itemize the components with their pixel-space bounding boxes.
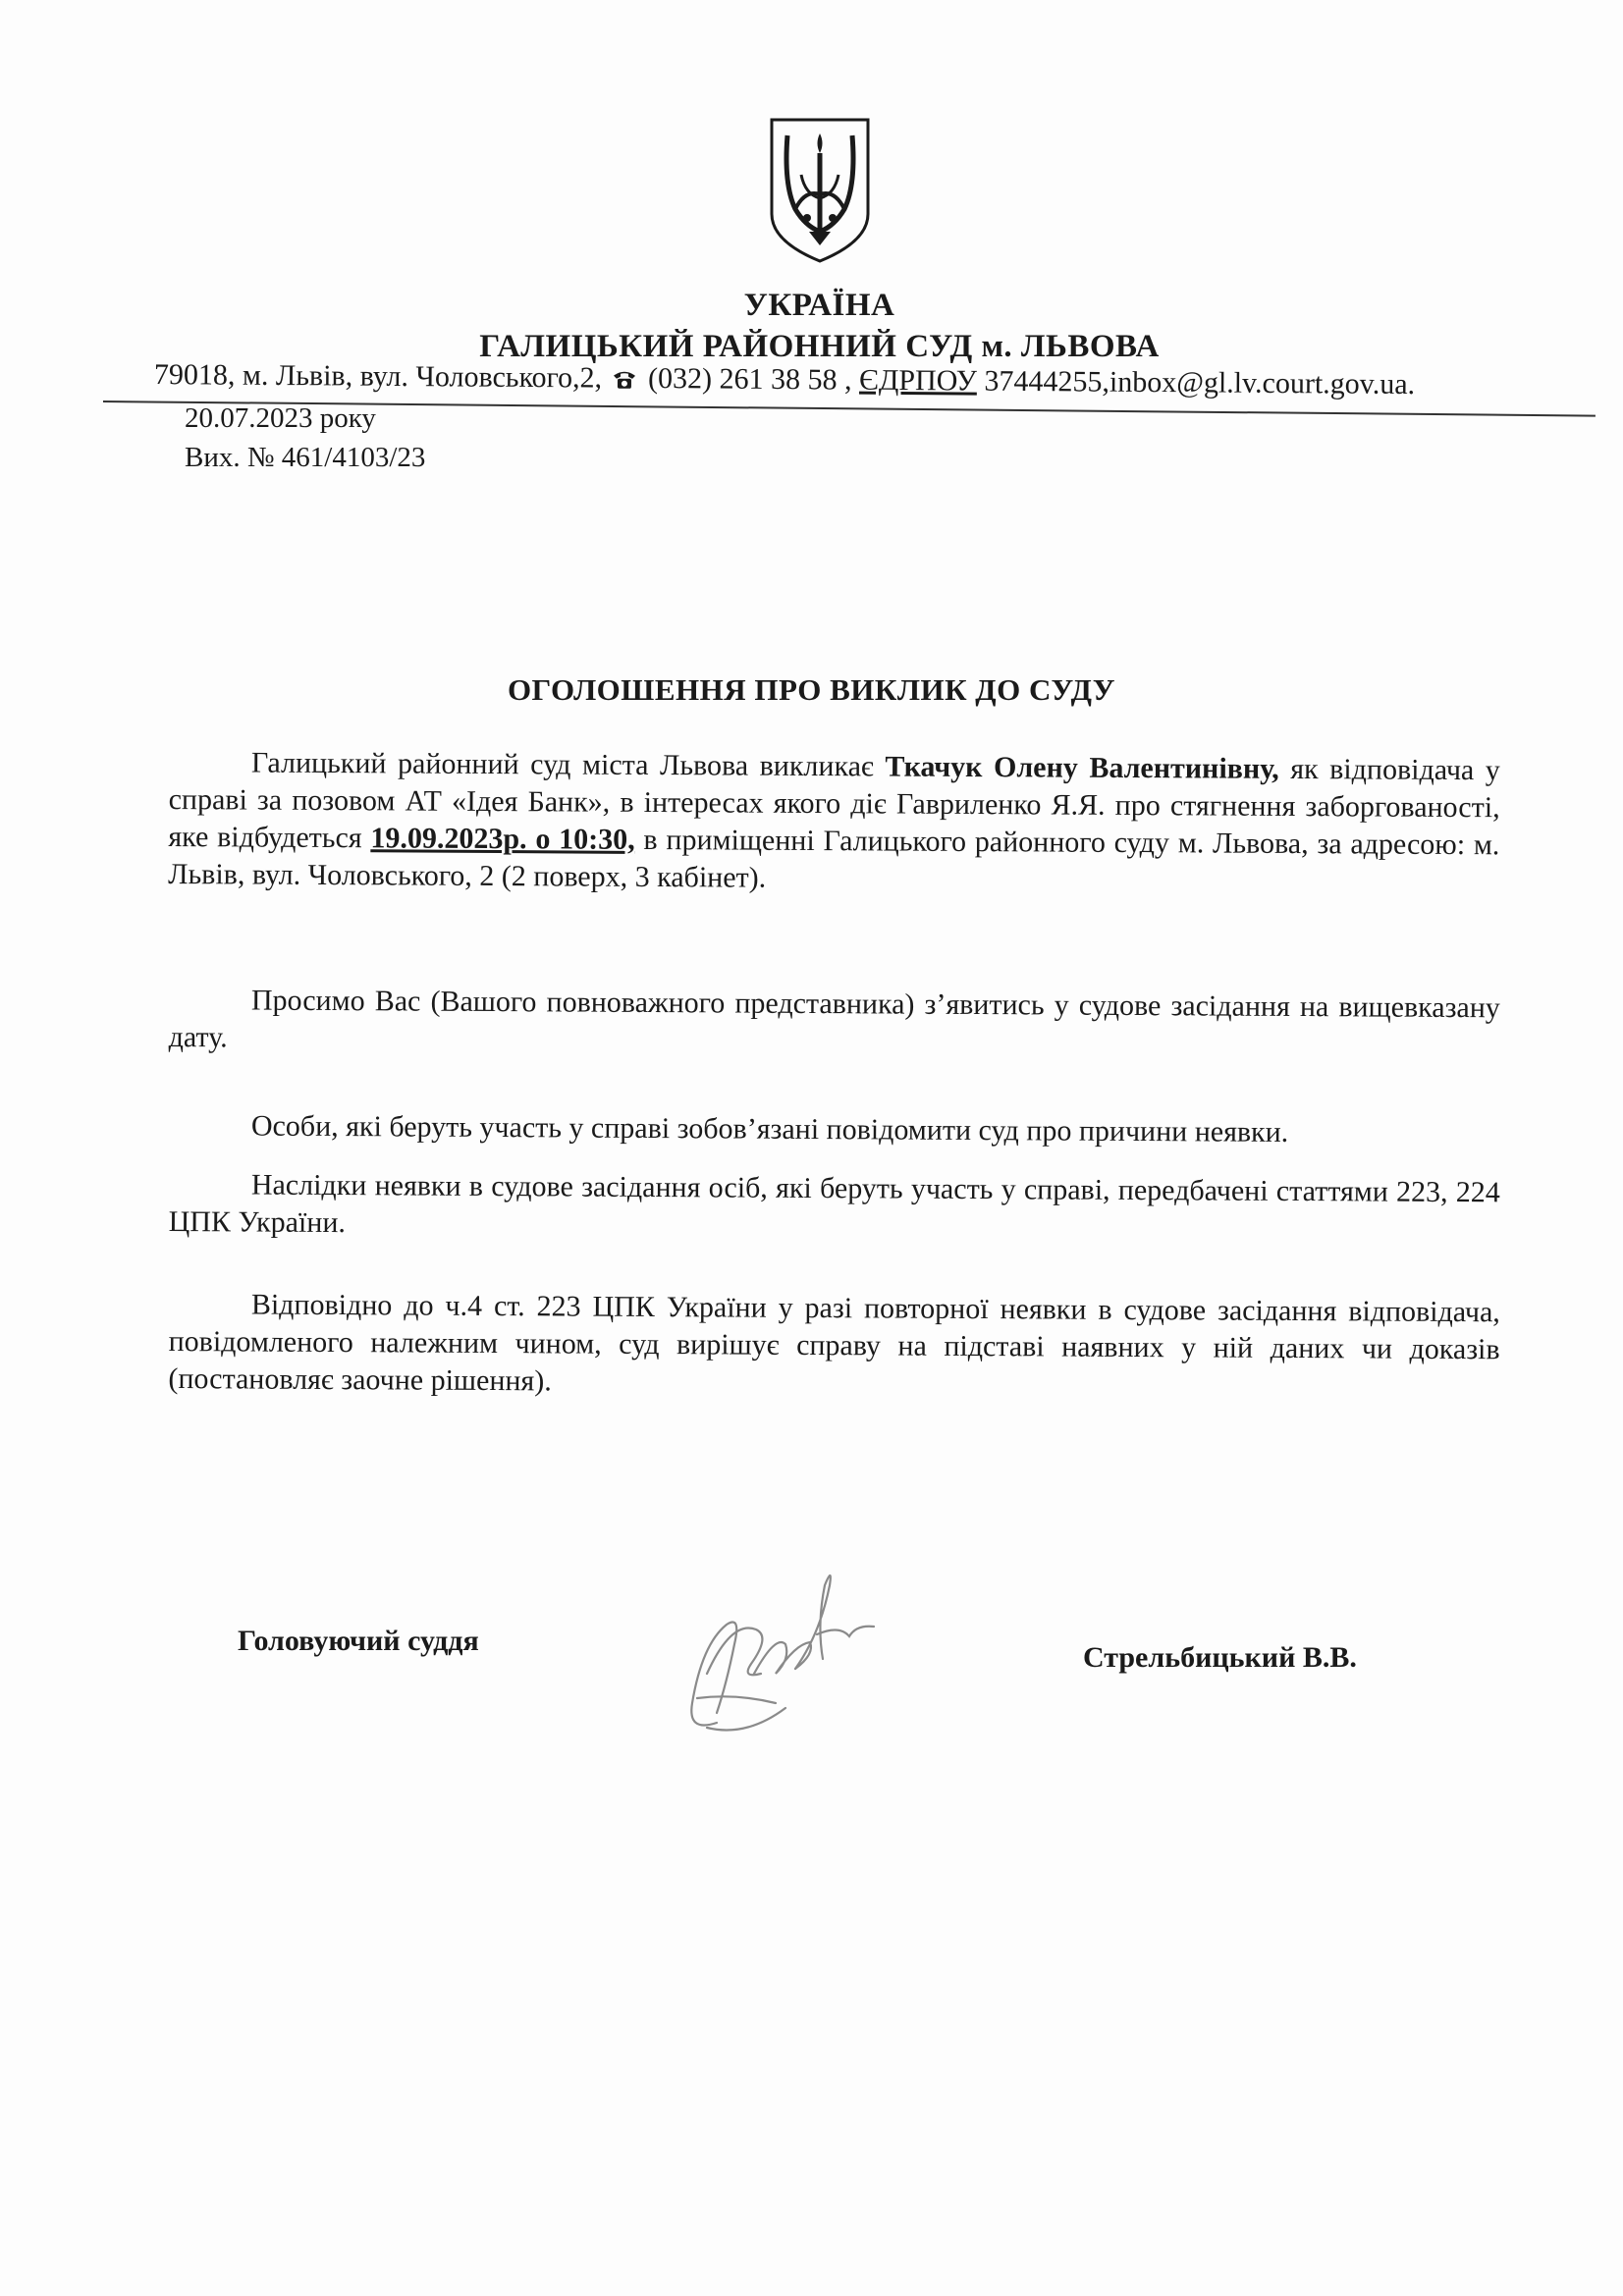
phone-number: (032) 261 38 58 , xyxy=(647,361,852,397)
outgoing-number: Вих. № 461/4103/23 xyxy=(185,442,426,473)
edrpou-label: ЄДРПОУ xyxy=(858,363,978,398)
paragraph-obligation xyxy=(169,1107,1500,1152)
defendant-name: Ткачук Олену Валентинівну, xyxy=(885,750,1279,785)
paragraph-default-judgment xyxy=(168,1286,1500,1406)
court-heading: ГАЛИЦЬКИЙ РАЙОННИЙ СУД м. ЛЬВОВА xyxy=(479,329,1160,364)
summons-text-b: як відповідача у справі за позовом АТ «Ідея Банк», в інтересах якого діє Гавриленко Я.Я. про стягнення заборгованості, яке відбудеться xyxy=(168,752,1500,855)
request-text: Просимо Вас (Вашого повноважного представника) з’явитись у судове засідання на вищевказану дату. xyxy=(168,984,1500,1054)
summons-text-c: в приміщенні Галицького районного суду м. Львова, за адресою: м. Львів, вул. Чоловського, 2 (2 поверх, 3 кабінет). xyxy=(168,823,1500,894)
paragraph-consequences xyxy=(169,1166,1500,1249)
paragraph-summons xyxy=(168,744,1500,901)
edrpou-email: 37444255,inbox@gl.lv.court.gov.ua. xyxy=(984,364,1416,401)
judge-role: Головуючий суддя xyxy=(238,1625,479,1657)
trident-coat-of-arms-icon xyxy=(766,116,874,265)
default-judgment-text: Відповідно до ч.4 ст. 223 ЦПК України у разі повторної неявки в судове засідання відповідача, повідомленого належним чином, суд вирішує справу на підставі наявних у ній даних чи доказів (постановляє заочне рішення). xyxy=(168,1288,1500,1398)
judge-name: Стрельбицький В.В. xyxy=(1083,1641,1357,1674)
country-heading: УКРАЇНА xyxy=(743,288,895,323)
address-text: 79018, м. Львів, вул. Чоловського,2, xyxy=(153,358,603,395)
handwritten-signature xyxy=(648,1526,884,1762)
document-date: 20.07.2023 року xyxy=(185,402,376,434)
summons-text-a: Галицький районний суд міста Львова викликає xyxy=(250,746,886,783)
consequences-text: Наслідки неявки в судове засідання осіб, які беруть участь у справі, передбачені статтями 223, 224 ЦПК України. xyxy=(168,1168,1500,1240)
paragraph-request xyxy=(169,982,1500,1064)
obligation-text: Особи, які беруть участь у справі зобов’язані повідомити суд про причини неявки. xyxy=(250,1109,1289,1148)
document-title: ОГОЛОШЕННЯ ПРО ВИКЛИК ДО СУДУ xyxy=(507,672,1116,707)
hearing-datetime: 19.09.2023р. о 10:30, xyxy=(370,822,635,856)
telephone-icon xyxy=(612,368,637,390)
